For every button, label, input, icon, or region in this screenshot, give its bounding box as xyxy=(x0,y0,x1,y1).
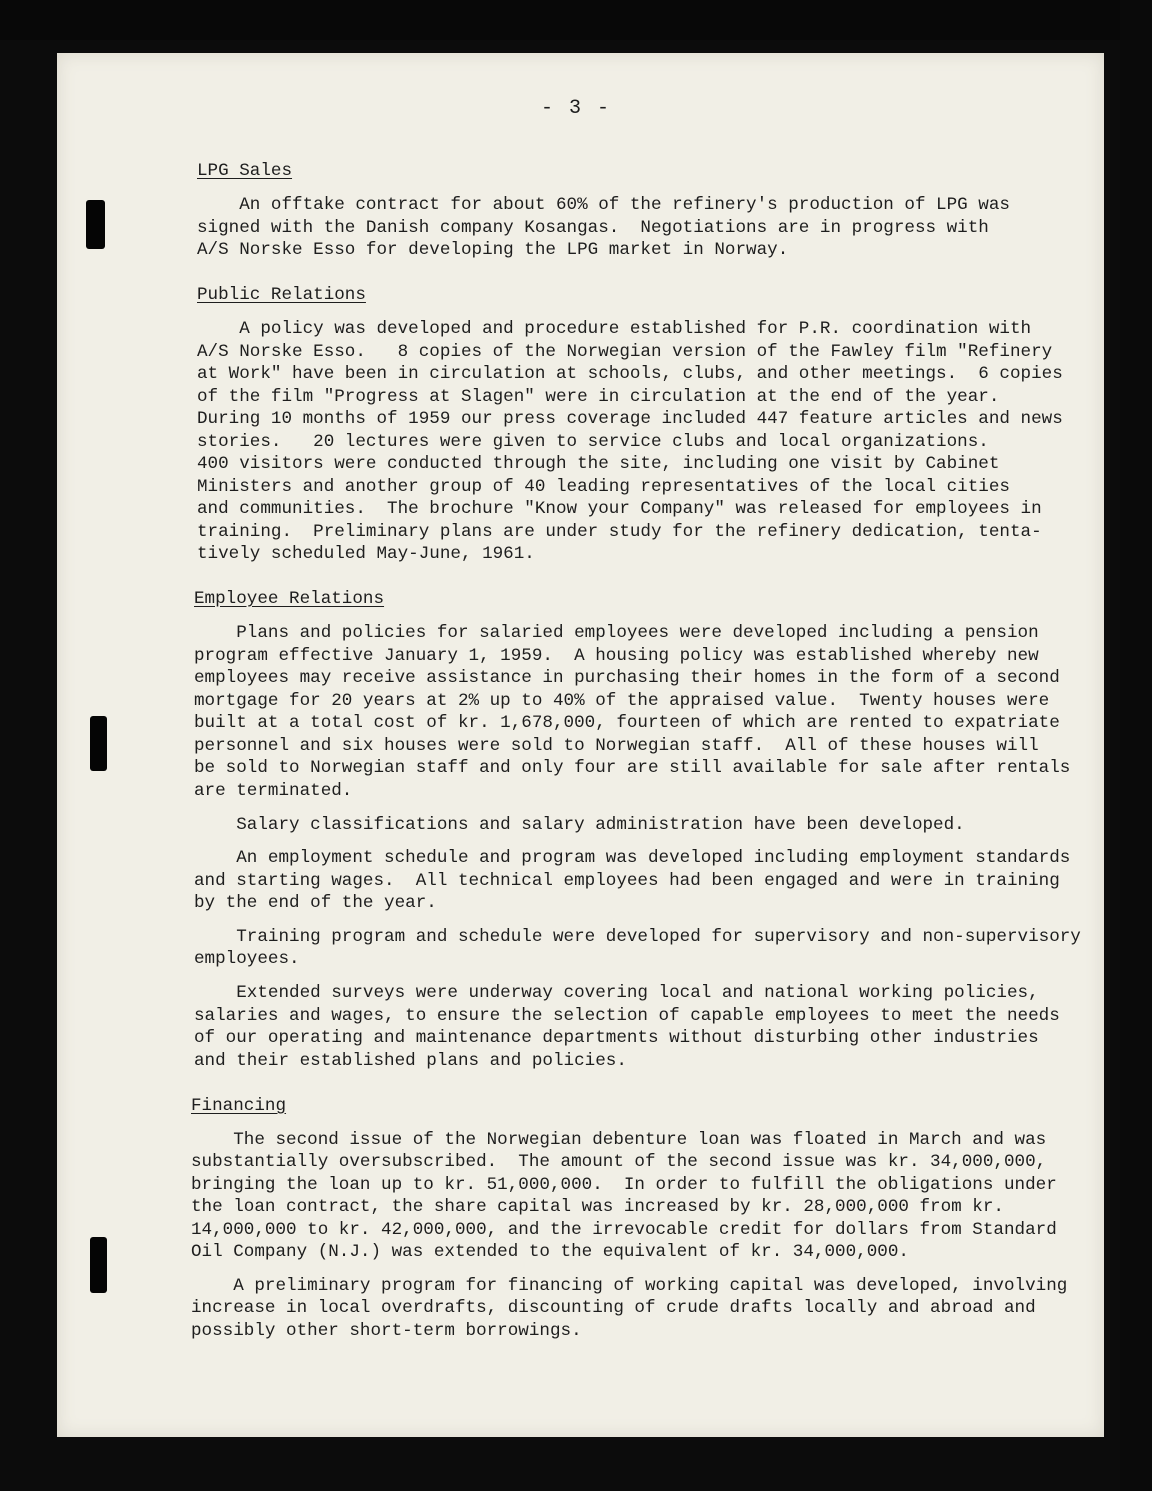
paragraph-line: 400 visitors were conducted through the site, including one visit by Cabinet xyxy=(197,454,1000,474)
paragraph-line: by the end of the year. xyxy=(194,893,437,913)
paragraph-line: signed with the Danish company Kosangas. Negotiations are in progress with xyxy=(197,218,989,238)
paragraph-line: Oil Company (N.J.) was extended to the equivalent of kr. 34,000,000. xyxy=(191,1242,909,1262)
paragraph-line: Ministers and another group of 40 leading representatives of the local cities xyxy=(197,477,1010,497)
paragraph-line: employees may receive assistance in purchasing their homes in the form of a second xyxy=(194,668,1060,688)
paragraph-line: stories. 20 lectures were given to service clubs and local organizations. xyxy=(197,432,989,452)
section-heading-public-relations: Public Relations xyxy=(197,285,366,305)
paragraph-line: and their established plans and policies. xyxy=(194,1051,627,1071)
paragraph-line: Plans and policies for salaried employees were developed including a pension xyxy=(194,623,1039,643)
paragraph-line: and communities. The brochure "Know your Company" was released for employees in xyxy=(197,499,1042,519)
section-heading-financing: Financing xyxy=(191,1096,287,1116)
paragraph-line: A preliminary program for financing of working capital was developed, involving xyxy=(191,1276,1068,1296)
paragraph-line: of our operating and maintenance departments without disturbing other industries xyxy=(194,1028,1039,1048)
page-number: - 3 - xyxy=(540,97,611,120)
paragraph-line: built at a total cost of kr. 1,678,000, fourteen of which are rented to expatriate xyxy=(194,713,1060,733)
paragraph-line: salaries and wages, to ensure the selection of capable employees to meet the needs xyxy=(194,1006,1060,1026)
paragraph-line: increase in local overdrafts, discounting of crude drafts locally and abroad and xyxy=(191,1298,1036,1318)
section-heading-lpg-sales: LPG Sales xyxy=(197,161,293,181)
punch-hole-top xyxy=(86,200,105,249)
paragraph-line: tively scheduled May-June, 1961. xyxy=(197,544,535,564)
section-heading-employee-relations: Employee Relations xyxy=(194,589,385,609)
paragraph-line: of the film "Progress at Slagen" were in circulation at the end of the year. xyxy=(197,387,1000,407)
paragraph-line: A/S Norske Esso for developing the LPG market in Norway. xyxy=(197,240,789,260)
paragraph-line: Extended surveys were underway covering local and national working policies, xyxy=(194,983,1039,1003)
paragraph-line: Training program and schedule were developed for supervisory and non-supervisory xyxy=(194,927,1081,947)
scan-edge-right xyxy=(1120,0,1152,1491)
paragraph-line: personnel and six houses were sold to Norwegian staff. All of these houses will xyxy=(194,736,1039,756)
paragraph-line: the loan contract, the share capital was increased by kr. 28,000,000 from kr. xyxy=(191,1197,1004,1217)
paragraph-line: program effective January 1, 1959. A housing policy was established whereby new xyxy=(194,646,1039,666)
punch-hole-bottom xyxy=(90,1237,107,1293)
paragraph-line: Salary classifications and salary administration have been developed. xyxy=(194,815,965,835)
paragraph-line: possibly other short-term borrowings. xyxy=(191,1321,582,1341)
paragraph-line: A policy was developed and procedure established for P.R. coordination with xyxy=(197,319,1032,339)
paragraph-line: mortgage for 20 years at 2% up to 40% of the appraised value. Twenty houses were xyxy=(194,691,1050,711)
paragraph-line: and starting wages. All technical employees had been engaged and were in training xyxy=(194,871,1060,891)
punch-hole-middle xyxy=(90,716,107,771)
paragraph-line: An offtake contract for about 60% of the refinery's production of LPG was xyxy=(197,195,1010,215)
paragraph-line: are terminated. xyxy=(194,781,353,801)
paragraph-line: bringing the loan up to kr. 51,000,000. In order to fulfill the obligations under xyxy=(191,1175,1057,1195)
paragraph-line: 14,000,000 to kr. 42,000,000, and the irrevocable credit for dollars from Standard xyxy=(191,1220,1057,1240)
paragraph-line: substantially oversubscribed. The amount of the second issue was kr. 34,000,000, xyxy=(191,1152,1047,1172)
paragraph-line: be sold to Norwegian staff and only four are still available for sale after rentals xyxy=(194,758,1071,778)
paragraph-line: During 10 months of 1959 our press coverage included 447 feature articles and news xyxy=(197,409,1063,429)
paragraph-line: training. Preliminary plans are under study for the refinery dedication, tenta- xyxy=(197,522,1042,542)
paragraph-line: A/S Norske Esso. 8 copies of the Norwegian version of the Fawley film "Refinery xyxy=(197,342,1053,362)
paragraph-line: An employment schedule and program was developed including employment standards xyxy=(194,848,1071,868)
paragraph-line: The second issue of the Norwegian debenture loan was floated in March and was xyxy=(191,1130,1047,1150)
scan-edge-top xyxy=(0,0,1152,40)
paragraph-line: employees. xyxy=(194,949,300,969)
paragraph-line: at Work" have been in circulation at schools, clubs, and other meetings. 6 copies xyxy=(197,364,1063,384)
